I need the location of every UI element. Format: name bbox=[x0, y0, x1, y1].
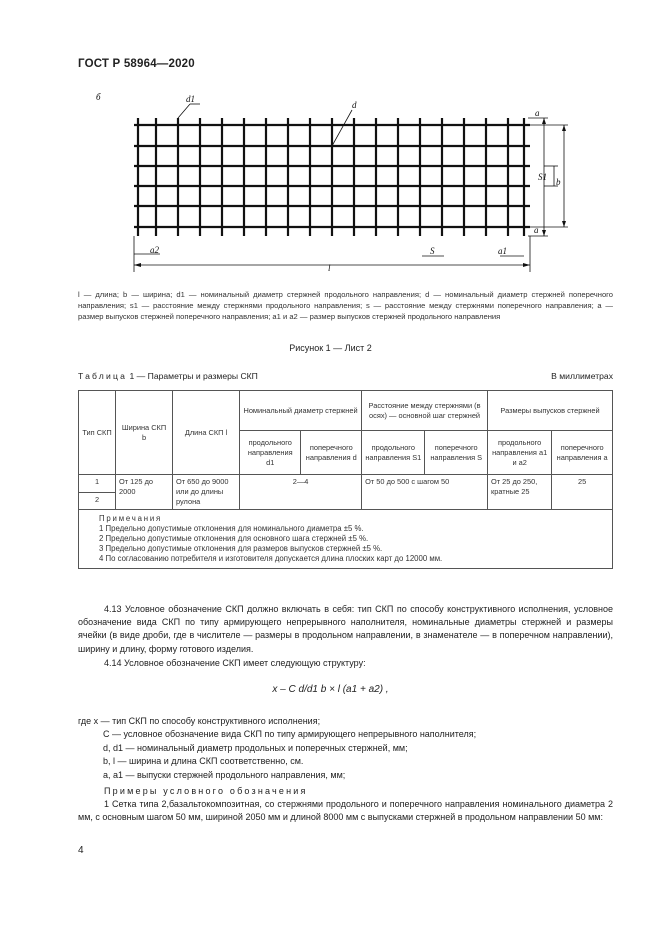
dimension-arrows bbox=[134, 118, 566, 267]
label-a1: a1 bbox=[498, 246, 507, 256]
th-type: Тип СКП bbox=[79, 391, 116, 475]
label-a2: a2 bbox=[150, 245, 159, 255]
th-spacing-group: Расстояние между стержнями (в осях) — основной шаг стержней bbox=[362, 391, 488, 431]
designation-formula: x – C d/d1 b × l (a1 + a2) , bbox=[272, 684, 389, 695]
label-S: S bbox=[430, 246, 435, 256]
where-item: b, l — ширина и длина СКП соответственно, см. bbox=[103, 756, 304, 767]
clause-4-13 bbox=[78, 603, 613, 670]
cell-out-trans: 25 bbox=[552, 475, 613, 510]
note-item: 2 Предельно допустимые отклонения для основного шага стержней ±5 %. bbox=[99, 534, 369, 543]
paragraph-4-13: 4.13 Условное обозначение СКП должно включать в себя: тип СКП по способу конструктивного исполнения, условное обозначение вида СКП по типу армирующего непрерывного наполнителя, номинальные диаметры стержней и размеры ячейки (в виде дроби, где в числителе — размеры в продольном направлении, в знаменателе — в поперечном направлении), ширину и длину, форму готового изделия. bbox=[78, 604, 613, 654]
cell-type-2: 2 bbox=[79, 492, 116, 510]
note-item: 3 Предельно допустимые отклонения для размеров выпусков стержней ±5 %. bbox=[99, 544, 383, 553]
table-notes bbox=[79, 510, 613, 569]
example-1: 1 Сетка типа 2,базальтокомпозитная, со стержнями продольного и поперечного направления номинального диаметра 2 мм, с основным шагом 50 мм, шириной 2050 мм и длиной 8000 мм с выпусками стержней в продольном направлении 50 мм: bbox=[78, 799, 613, 823]
panel-label: б bbox=[96, 92, 101, 102]
figure-legend: l — длина; b — ширина; d1 — номинальный диаметр стержней продольного направления; d — номинальный диаметр стержней поперечного направления; s1 — расстояние между стержнями продольного направления; s — расстояние между стержнями поперечного направления; a — размер выпусков стержней поперечного направления; a1 и a2 — размер выпусков стержней продольного направления bbox=[78, 290, 613, 321]
th-out-long: продольного направления a1 и a2 bbox=[487, 431, 551, 475]
table-units: В миллиметрах bbox=[551, 371, 613, 381]
note-item: 1 Предельно допустимые отклонения для номинального диаметра ±5 %. bbox=[99, 524, 364, 533]
label-d1: d1 bbox=[186, 94, 195, 104]
mesh-drawing bbox=[78, 88, 598, 286]
th-diam-trans: поперечного направления d bbox=[301, 431, 362, 475]
document-header: ГОСТ Р 58964—2020 bbox=[78, 58, 195, 70]
where-item: C — условное обозначение вида СКП по типу армирующего непрерывного наполнителя; bbox=[103, 729, 477, 740]
th-width: Ширина СКП b bbox=[116, 391, 173, 475]
legend-list bbox=[78, 715, 613, 782]
th-diam-long: продольного направления d1 bbox=[240, 431, 301, 475]
th-diameter-group: Номинальный диаметр стержней bbox=[240, 391, 362, 431]
where-item: a, a1 — выпуски стержней продольного направления, мм; bbox=[103, 769, 346, 780]
label-l: l bbox=[328, 263, 331, 273]
examples-heading: Примеры условного обозначения bbox=[104, 786, 308, 796]
paragraph-4-14: 4.14 Условное обозначение СКП имеет следующую структуру: bbox=[104, 657, 366, 668]
cell-diameter: 2—4 bbox=[240, 475, 362, 510]
where-item: где x — тип СКП по способу конструктивного исполнения; bbox=[78, 716, 321, 726]
table-caption-text: 1 — Параметры и размеры СКП bbox=[129, 371, 258, 381]
cell-length: От 650 до 9000 или до длины рулона bbox=[173, 475, 240, 510]
table-caption bbox=[78, 371, 258, 381]
th-length: Длина СКП l bbox=[173, 391, 240, 475]
page-number: 4 bbox=[78, 845, 84, 856]
label-b: b bbox=[556, 177, 561, 187]
th-sp-long: продольного направления S1 bbox=[362, 431, 425, 475]
figure-title: Рисунок 1 — Лист 2 bbox=[289, 343, 372, 353]
parameters-table bbox=[78, 390, 613, 569]
label-a-bottom: a bbox=[534, 225, 539, 235]
label-d: d bbox=[352, 100, 357, 110]
note-item: 4 По согласованию потребителя и изготовителя допускается длина плоских карт до 12000 мм. bbox=[99, 554, 443, 563]
label-s1: S1 bbox=[538, 172, 547, 182]
cell-type-1: 1 bbox=[79, 475, 116, 493]
th-out-trans: поперечного направления a bbox=[552, 431, 613, 475]
notes-heading: Примечания bbox=[99, 514, 163, 523]
cell-width: От 125 до 2000 bbox=[116, 475, 173, 510]
mesh-grid bbox=[134, 118, 530, 236]
where-item: d, d1 — номинальный диаметр продольных и поперечных стержней, мм; bbox=[103, 742, 408, 753]
examples-section bbox=[78, 785, 613, 825]
table-caption-word: Таблица bbox=[78, 371, 128, 381]
cell-spacing: От 50 до 500 с шагом 50 bbox=[362, 475, 488, 510]
th-outlet-group: Размеры выпусков стержней bbox=[487, 391, 612, 431]
label-a-top: a bbox=[535, 108, 540, 118]
cell-out-long: От 25 до 250, кратные 25 bbox=[487, 475, 551, 510]
th-sp-trans: поперечного направления S bbox=[425, 431, 488, 475]
